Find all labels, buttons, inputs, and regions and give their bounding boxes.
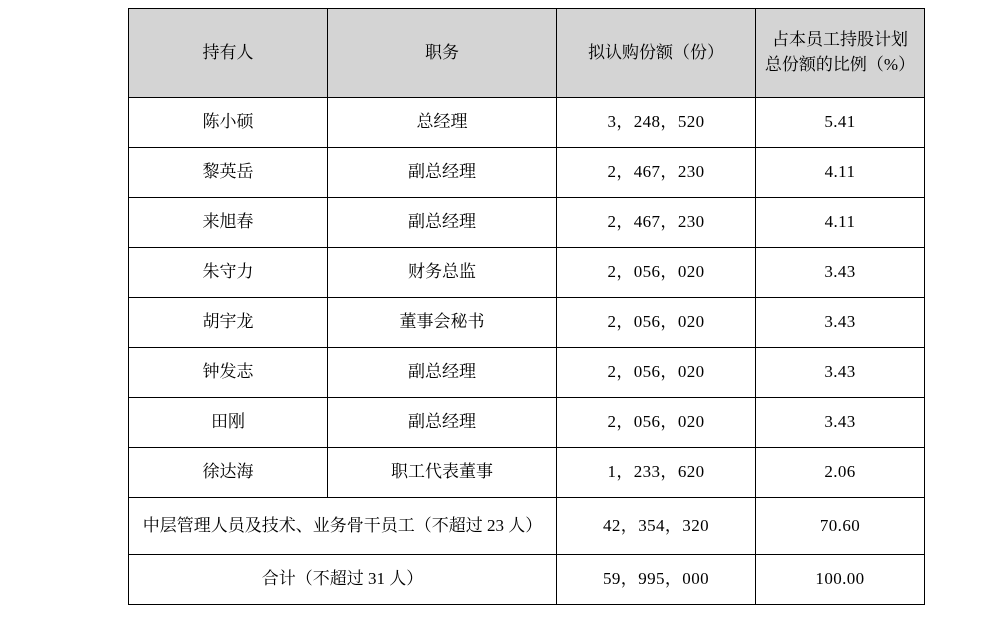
cell-position: 总经理 bbox=[328, 98, 557, 148]
cell-position: 董事会秘书 bbox=[328, 298, 557, 348]
cell-total-amount: 59，995，000 bbox=[557, 555, 756, 605]
cell-ratio: 3.43 bbox=[756, 348, 925, 398]
column-header-holder bbox=[129, 9, 328, 98]
cell-position: 副总经理 bbox=[328, 148, 557, 198]
cell-amount: 2，056，020 bbox=[557, 248, 756, 298]
cell-amount: 1，233，620 bbox=[557, 448, 756, 498]
cell-holder: 钟发志 bbox=[129, 348, 328, 398]
cell-position: 副总经理 bbox=[328, 398, 557, 448]
table-row bbox=[129, 298, 925, 348]
cell-total-label: 合计（不超过 31 人） bbox=[129, 555, 557, 605]
cell-amount: 3，248，520 bbox=[557, 98, 756, 148]
table-row bbox=[129, 98, 925, 148]
cell-ratio: 4.11 bbox=[756, 198, 925, 248]
cell-amount: 2，467，230 bbox=[557, 198, 756, 248]
table-row bbox=[129, 248, 925, 298]
cell-total-ratio: 100.00 bbox=[756, 555, 925, 605]
cell-position: 副总经理 bbox=[328, 348, 557, 398]
table-header-row bbox=[129, 9, 925, 98]
cell-holder: 田刚 bbox=[129, 398, 328, 448]
cell-holder: 胡宇龙 bbox=[129, 298, 328, 348]
cell-holder: 朱守力 bbox=[129, 248, 328, 298]
column-header-amount-line-1: 拟认购份额（份） bbox=[588, 42, 724, 62]
cell-ratio: 4.11 bbox=[756, 148, 925, 198]
table-row bbox=[129, 398, 925, 448]
cell-holder: 陈小硕 bbox=[129, 98, 328, 148]
cell-ratio: 3.43 bbox=[756, 248, 925, 298]
cell-amount: 2，056，020 bbox=[557, 398, 756, 448]
column-header-amount bbox=[557, 9, 756, 98]
column-header-position bbox=[328, 9, 557, 98]
cell-holder: 来旭春 bbox=[129, 198, 328, 248]
table-row-total bbox=[129, 555, 925, 605]
table-body bbox=[129, 98, 925, 605]
cell-ratio: 5.41 bbox=[756, 98, 925, 148]
cell-amount: 2，056，020 bbox=[557, 348, 756, 398]
cell-ratio: 70.60 bbox=[756, 498, 925, 555]
column-header-ratio bbox=[756, 9, 925, 98]
cell-ratio: 2.06 bbox=[756, 448, 925, 498]
table-row bbox=[129, 148, 925, 198]
column-header-ratio-line-1: 占本员工持股计划 bbox=[772, 30, 908, 50]
column-header-position-line-1: 职务 bbox=[425, 42, 459, 62]
cell-holder: 黎英岳 bbox=[129, 148, 328, 198]
cell-position: 职工代表董事 bbox=[328, 448, 557, 498]
cell-ratio: 3.43 bbox=[756, 398, 925, 448]
table-row bbox=[129, 448, 925, 498]
cell-position: 财务总监 bbox=[328, 248, 557, 298]
column-header-holder-line-1: 持有人 bbox=[202, 42, 254, 62]
cell-amount: 2，467，230 bbox=[557, 148, 756, 198]
cell-ratio: 3.43 bbox=[756, 298, 925, 348]
cell-position: 副总经理 bbox=[328, 198, 557, 248]
table-row-middle-management bbox=[129, 498, 925, 555]
table-row bbox=[129, 198, 925, 248]
shareholding-table bbox=[128, 8, 925, 605]
table-header bbox=[129, 9, 925, 98]
table-row bbox=[129, 348, 925, 398]
cell-amount: 42，354，320 bbox=[557, 498, 756, 555]
column-header-ratio-line-2: 总份额的比例（%） bbox=[764, 55, 916, 74]
shareholding-table-container bbox=[128, 8, 916, 605]
cell-group-label: 中层管理人员及技术、业务骨干员工（不超过 23 人） bbox=[129, 498, 557, 555]
cell-amount: 2，056，020 bbox=[557, 298, 756, 348]
cell-holder: 徐达海 bbox=[129, 448, 328, 498]
